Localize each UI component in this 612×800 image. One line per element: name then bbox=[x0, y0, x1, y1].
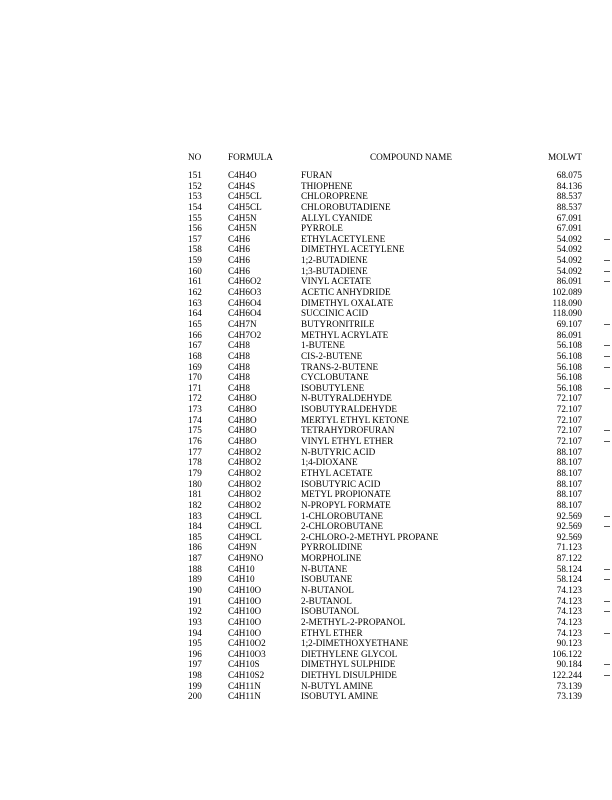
row-compound-name: 2-CHLORO-2-METHYL PROPANE bbox=[301, 531, 439, 542]
row-number: 187 bbox=[188, 553, 202, 564]
row-number: 151 bbox=[188, 170, 202, 180]
table-row bbox=[0, 191, 612, 202]
row-formula: C4H6O4 bbox=[228, 297, 262, 308]
row-molwt: 54.092 bbox=[556, 265, 582, 276]
row-formula: C4H6O3 bbox=[228, 287, 262, 298]
row-compound-name: N-BUTANOL bbox=[301, 584, 354, 595]
row-number: 161 bbox=[188, 276, 202, 287]
row-molwt: 88.107 bbox=[556, 467, 582, 478]
row-compound-name: DIMETHYL ACETYLENE bbox=[301, 244, 405, 255]
row-formula: C4H5N bbox=[228, 223, 257, 234]
row-formula: C4H10O bbox=[228, 584, 262, 595]
row-number: 164 bbox=[188, 308, 202, 319]
row-molwt: 67.091 bbox=[556, 212, 582, 223]
row-molwt: 56.108 bbox=[556, 361, 582, 372]
row-number: 182 bbox=[188, 499, 202, 510]
row-number: 158 bbox=[188, 244, 202, 255]
table-row bbox=[0, 596, 612, 607]
row-number: 184 bbox=[188, 521, 202, 532]
row-formula: C4H6O4 bbox=[228, 308, 262, 319]
row-number: 154 bbox=[188, 201, 202, 212]
table-row bbox=[0, 213, 612, 224]
row-molwt: 118.090 bbox=[552, 308, 582, 319]
table-row bbox=[0, 681, 612, 692]
row-compound-name: N-BUTANE bbox=[301, 563, 348, 574]
row-number: 171 bbox=[188, 382, 202, 393]
margin-tick-mark bbox=[604, 388, 610, 389]
row-compound-name: CHLOROBUTADIENE bbox=[301, 201, 391, 212]
row-number: 199 bbox=[188, 680, 202, 691]
table-row bbox=[0, 649, 612, 660]
row-molwt: 74.123 bbox=[556, 606, 582, 617]
table-row bbox=[0, 372, 612, 383]
row-formula: C4H6 bbox=[228, 244, 250, 255]
row-number: 176 bbox=[188, 436, 202, 447]
row-compound-name: 2-CHLOROBUTANE bbox=[301, 521, 383, 532]
row-number: 170 bbox=[188, 372, 202, 383]
row-formula: C4H8O2 bbox=[228, 467, 262, 478]
row-molwt: 118.090 bbox=[552, 297, 582, 308]
table-row bbox=[0, 330, 612, 341]
row-molwt: 74.123 bbox=[556, 584, 582, 595]
row-molwt: 84.136 bbox=[556, 180, 582, 191]
row-number: 175 bbox=[188, 425, 202, 436]
table-row bbox=[0, 585, 612, 596]
row-molwt: 74.123 bbox=[556, 595, 582, 606]
row-number: 179 bbox=[188, 467, 202, 478]
row-molwt: 74.123 bbox=[556, 616, 582, 627]
row-formula: C4H10O bbox=[228, 616, 262, 627]
row-molwt: 58.124 bbox=[556, 574, 582, 585]
row-molwt: 56.108 bbox=[556, 372, 582, 383]
table-row bbox=[0, 457, 612, 468]
row-compound-name: ISOBUTYRALDEHYDE bbox=[301, 404, 397, 415]
row-number: 197 bbox=[188, 659, 202, 670]
row-number: 189 bbox=[188, 574, 202, 585]
row-number: 190 bbox=[188, 584, 202, 595]
row-formula: C4H8 bbox=[228, 340, 250, 351]
margin-tick-mark bbox=[604, 601, 610, 602]
table-row bbox=[0, 436, 612, 447]
row-molwt: 86.091 bbox=[556, 329, 582, 340]
row-molwt: 86.091 bbox=[556, 276, 582, 287]
margin-tick-mark bbox=[604, 633, 610, 634]
row-compound-name: PYRROLIDINE bbox=[301, 542, 363, 553]
row-number: 180 bbox=[188, 478, 202, 489]
row-formula: C4H8O bbox=[228, 414, 257, 425]
row-molwt: 56.108 bbox=[556, 382, 582, 393]
row-formula: C4H9CL bbox=[228, 531, 262, 542]
row-compound-name: 1;2-DIMETHOXYETHANE bbox=[301, 638, 409, 649]
row-formula: C4H9CL bbox=[228, 521, 262, 532]
row-number: 198 bbox=[188, 670, 202, 681]
row-compound-name: ETHYLACETYLENE bbox=[301, 233, 386, 244]
row-number: 181 bbox=[188, 489, 202, 500]
row-compound-name: ACETIC ANHYDRIDE bbox=[301, 287, 391, 298]
table-row bbox=[0, 244, 612, 255]
row-number: 193 bbox=[188, 616, 202, 627]
row-molwt: 56.108 bbox=[556, 340, 582, 351]
row-number: 153 bbox=[188, 191, 202, 202]
margin-tick-mark bbox=[604, 579, 610, 580]
row-compound-name: 1;3-BUTADIENE bbox=[301, 265, 368, 276]
row-compound-name: ETHYL ETHER bbox=[301, 627, 363, 638]
row-molwt: 92.569 bbox=[556, 521, 582, 532]
row-compound-name: CHLOROPRENE bbox=[301, 191, 368, 202]
row-compound-name: MERTYL ETHYL KETONE bbox=[301, 414, 409, 425]
row-compound-name: ISOBUTYRIC ACID bbox=[301, 478, 381, 489]
row-number: 169 bbox=[188, 361, 202, 372]
row-compound-name: METHYL ACRYLATE bbox=[301, 329, 389, 340]
row-number: 159 bbox=[188, 255, 202, 266]
row-compound-name: FURAN bbox=[301, 170, 333, 180]
table-row bbox=[0, 564, 612, 575]
table-row bbox=[0, 553, 612, 564]
row-molwt: 69.107 bbox=[556, 318, 582, 329]
table-row bbox=[0, 298, 612, 309]
header-molwt: MOLWT bbox=[547, 152, 582, 162]
row-compound-name: DIMETHYL SULPHIDE bbox=[301, 659, 396, 670]
row-molwt: 92.569 bbox=[556, 510, 582, 521]
row-formula: C4H5CL bbox=[228, 201, 262, 212]
row-compound-name: ISOBUTANOL bbox=[301, 606, 359, 617]
row-number: 178 bbox=[188, 457, 202, 468]
row-compound-name: DIETHYLENE GLYCOL bbox=[301, 648, 398, 659]
row-number: 174 bbox=[188, 414, 202, 425]
row-compound-name: VINYL ETHYL ETHER bbox=[301, 436, 394, 447]
table-row bbox=[0, 181, 612, 192]
row-number: 165 bbox=[188, 318, 202, 329]
table-row bbox=[0, 521, 612, 532]
row-formula: C4H10O3 bbox=[228, 648, 266, 659]
row-molwt: 54.092 bbox=[556, 255, 582, 266]
row-molwt: 87.122 bbox=[556, 553, 582, 564]
row-molwt: 72.107 bbox=[556, 436, 582, 447]
row-number: 192 bbox=[188, 606, 202, 617]
table-row bbox=[0, 383, 612, 394]
row-formula: C4H5CL bbox=[228, 191, 262, 202]
row-compound-name: PYRROLE bbox=[301, 223, 343, 234]
row-molwt: 90.123 bbox=[556, 638, 582, 649]
row-formula: C4H5N bbox=[228, 212, 257, 223]
table-row bbox=[0, 606, 612, 617]
row-number: 185 bbox=[188, 531, 202, 542]
compound-table bbox=[0, 152, 612, 702]
row-number: 163 bbox=[188, 297, 202, 308]
table-row bbox=[0, 234, 612, 245]
row-formula: C4H8O2 bbox=[228, 457, 262, 468]
row-formula: C4H7N bbox=[228, 318, 257, 329]
row-molwt: 58.124 bbox=[556, 563, 582, 574]
row-molwt: 88.107 bbox=[556, 446, 582, 457]
row-number: 168 bbox=[188, 350, 202, 361]
row-formula: C4H10 bbox=[228, 574, 255, 585]
row-molwt: 88.107 bbox=[556, 478, 582, 489]
margin-tick-mark bbox=[604, 281, 610, 282]
row-compound-name: ISOBUTYLENE bbox=[301, 382, 365, 393]
row-molwt: 106.122 bbox=[552, 648, 582, 659]
row-molwt: 72.107 bbox=[556, 404, 582, 415]
table-row bbox=[0, 500, 612, 511]
table-row bbox=[0, 468, 612, 479]
header-formula: FORMULA bbox=[228, 152, 273, 162]
table-row bbox=[0, 404, 612, 415]
table-row bbox=[0, 362, 612, 373]
margin-tick-mark bbox=[604, 516, 610, 517]
row-formula: C4H10S bbox=[228, 659, 260, 670]
row-formula: C4H10O bbox=[228, 606, 262, 617]
row-formula: C4H7O2 bbox=[228, 329, 262, 340]
table-row bbox=[0, 670, 612, 681]
row-formula: C4H8O2 bbox=[228, 489, 262, 500]
row-compound-name: VINYL ACETATE bbox=[301, 276, 372, 287]
table-row bbox=[0, 393, 612, 404]
row-molwt: 90.184 bbox=[556, 659, 582, 670]
row-formula: C4H10O2 bbox=[228, 638, 266, 649]
row-compound-name: MORPHOLINE bbox=[301, 553, 362, 564]
row-compound-name: N-BUTYL AMINE bbox=[301, 680, 373, 691]
row-formula: C4H9N bbox=[228, 542, 257, 553]
table-row bbox=[0, 340, 612, 351]
row-compound-name: THIOPHENE bbox=[301, 180, 353, 191]
row-molwt: 122.244 bbox=[552, 670, 582, 681]
margin-tick-mark bbox=[604, 239, 610, 240]
table-row bbox=[0, 425, 612, 436]
row-molwt: 54.092 bbox=[556, 244, 582, 255]
row-molwt: 68.075 bbox=[556, 170, 582, 180]
table-row bbox=[0, 617, 612, 628]
row-formula: C4H9CL bbox=[228, 510, 262, 521]
row-compound-name: N-PROPYL FORMATE bbox=[301, 499, 391, 510]
row-formula: C4H6 bbox=[228, 233, 250, 244]
header-no: NO bbox=[188, 152, 202, 162]
row-molwt: 74.123 bbox=[556, 627, 582, 638]
row-number: 195 bbox=[188, 638, 202, 649]
row-formula: C4H6O2 bbox=[228, 276, 262, 287]
header-compound-name: COMPOUND NAME bbox=[370, 152, 452, 162]
margin-tick-mark bbox=[604, 324, 610, 325]
row-compound-name: CYCLOBUTANE bbox=[301, 372, 369, 383]
row-compound-name: N-BUTYRALDEHYDE bbox=[301, 393, 392, 404]
row-number: 191 bbox=[188, 595, 202, 606]
row-formula: C4H8O bbox=[228, 425, 257, 436]
row-formula: C4H8O2 bbox=[228, 446, 262, 457]
row-formula: C4H9NO bbox=[228, 553, 264, 564]
row-formula: C4H10 bbox=[228, 563, 255, 574]
margin-tick-mark bbox=[604, 611, 610, 612]
row-formula: C4H8O bbox=[228, 436, 257, 447]
row-number: 157 bbox=[188, 233, 202, 244]
row-number: 177 bbox=[188, 446, 202, 457]
row-formula: C4H8 bbox=[228, 350, 250, 361]
margin-tick-mark bbox=[604, 367, 610, 368]
table-row bbox=[0, 447, 612, 458]
row-molwt: 92.569 bbox=[556, 531, 582, 542]
table-row bbox=[0, 574, 612, 585]
row-compound-name: 1;4-DIOXANE bbox=[301, 457, 358, 468]
row-formula: C4H8O bbox=[228, 393, 257, 404]
row-formula: C4H11N bbox=[228, 680, 261, 691]
table-row bbox=[0, 638, 612, 649]
table-header bbox=[0, 152, 612, 162]
row-molwt: 88.537 bbox=[556, 191, 582, 202]
row-compound-name: 1-BUTENE bbox=[301, 340, 345, 351]
row-number: 155 bbox=[188, 212, 202, 223]
table-row bbox=[0, 276, 612, 287]
row-compound-name: ISOBUTYL AMINE bbox=[301, 691, 378, 702]
row-number: 162 bbox=[188, 287, 202, 298]
row-formula: C4H10S2 bbox=[228, 670, 265, 681]
row-molwt: 88.107 bbox=[556, 457, 582, 468]
table-row bbox=[0, 511, 612, 522]
row-compound-name: ALLYL CYANIDE bbox=[301, 212, 373, 223]
row-molwt: 67.091 bbox=[556, 223, 582, 234]
row-compound-name: CIS-2-BUTENE bbox=[301, 350, 363, 361]
row-number: 172 bbox=[188, 393, 202, 404]
margin-tick-mark bbox=[604, 441, 610, 442]
table-row bbox=[0, 202, 612, 213]
margin-tick-mark bbox=[604, 569, 610, 570]
row-formula: C4H8 bbox=[228, 382, 250, 393]
row-molwt: 102.089 bbox=[552, 287, 582, 298]
row-molwt: 88.107 bbox=[556, 499, 582, 510]
row-formula: C4H10O bbox=[228, 627, 262, 638]
row-molwt: 72.107 bbox=[556, 414, 582, 425]
row-compound-name: 1;2-BUTADIENE bbox=[301, 255, 368, 266]
table-row bbox=[0, 532, 612, 543]
row-formula: C4H11N bbox=[228, 691, 261, 702]
table-row bbox=[0, 489, 612, 500]
row-molwt: 73.139 bbox=[556, 691, 582, 702]
row-number: 186 bbox=[188, 542, 202, 553]
table-row bbox=[0, 170, 612, 181]
margin-tick-mark bbox=[604, 430, 610, 431]
margin-tick-mark bbox=[604, 345, 610, 346]
row-formula: C4H8 bbox=[228, 361, 250, 372]
table-row bbox=[0, 479, 612, 490]
table-row bbox=[0, 266, 612, 277]
row-compound-name: TRANS-2-BUTENE bbox=[301, 361, 379, 372]
table-row bbox=[0, 223, 612, 234]
table-body bbox=[0, 170, 612, 702]
margin-tick-mark bbox=[604, 664, 610, 665]
row-number: 167 bbox=[188, 340, 202, 351]
row-formula: C4H10O bbox=[228, 595, 262, 606]
table-row bbox=[0, 691, 612, 702]
row-compound-name: ISOBUTANE bbox=[301, 574, 353, 585]
row-number: 166 bbox=[188, 329, 202, 340]
row-number: 200 bbox=[188, 691, 202, 702]
row-compound-name: BUTYRONITRILE bbox=[301, 318, 375, 329]
row-formula: C4H6 bbox=[228, 255, 250, 266]
table-row bbox=[0, 628, 612, 639]
row-formula: C4H8O2 bbox=[228, 499, 262, 510]
margin-tick-mark bbox=[604, 271, 610, 272]
table-row bbox=[0, 351, 612, 362]
row-molwt: 73.139 bbox=[556, 680, 582, 691]
margin-tick-mark bbox=[604, 526, 610, 527]
row-molwt: 72.107 bbox=[556, 393, 582, 404]
table-row bbox=[0, 308, 612, 319]
row-number: 173 bbox=[188, 404, 202, 415]
table-row bbox=[0, 319, 612, 330]
row-formula: C4H4S bbox=[228, 180, 256, 191]
row-molwt: 88.107 bbox=[556, 489, 582, 500]
table-row bbox=[0, 542, 612, 553]
row-compound-name: ETHYL ACETATE bbox=[301, 467, 373, 478]
row-molwt: 54.092 bbox=[556, 233, 582, 244]
row-number: 160 bbox=[188, 265, 202, 276]
row-compound-name: 1-CHLOROBUTANE bbox=[301, 510, 383, 521]
table-row bbox=[0, 287, 612, 298]
margin-tick-mark bbox=[604, 260, 610, 261]
row-compound-name: DIMETHYL OXALATE bbox=[301, 297, 394, 308]
row-molwt: 71.123 bbox=[556, 542, 582, 553]
row-number: 188 bbox=[188, 563, 202, 574]
table-row bbox=[0, 659, 612, 670]
row-formula: C4H6 bbox=[228, 265, 250, 276]
row-compound-name: METYL PROPIONATE bbox=[301, 489, 391, 500]
row-number: 194 bbox=[188, 627, 202, 638]
margin-tick-mark bbox=[604, 675, 610, 676]
row-molwt: 72.107 bbox=[556, 425, 582, 436]
row-number: 152 bbox=[188, 180, 202, 191]
row-number: 196 bbox=[188, 648, 202, 659]
row-compound-name: 2-METHYL-2-PROPANOL bbox=[301, 616, 406, 627]
table-row bbox=[0, 415, 612, 426]
row-molwt: 56.108 bbox=[556, 350, 582, 361]
row-formula: C4H8 bbox=[228, 372, 250, 383]
row-formula: C4H8O2 bbox=[228, 478, 262, 489]
row-compound-name: SUCCINIC ACID bbox=[301, 308, 369, 319]
row-compound-name: TETRAHYDROFURAN bbox=[301, 425, 395, 436]
margin-tick-mark bbox=[604, 356, 610, 357]
row-molwt: 88.537 bbox=[556, 201, 582, 212]
row-compound-name: 2-BUTANOL bbox=[301, 595, 352, 606]
row-compound-name: N-BUTYRIC ACID bbox=[301, 446, 376, 457]
row-formula: C4H4O bbox=[228, 170, 257, 180]
row-compound-name: DIETHYL DISULPHIDE bbox=[301, 670, 397, 681]
table-row bbox=[0, 255, 612, 266]
row-formula: C4H8O bbox=[228, 404, 257, 415]
row-number: 156 bbox=[188, 223, 202, 234]
row-number: 183 bbox=[188, 510, 202, 521]
